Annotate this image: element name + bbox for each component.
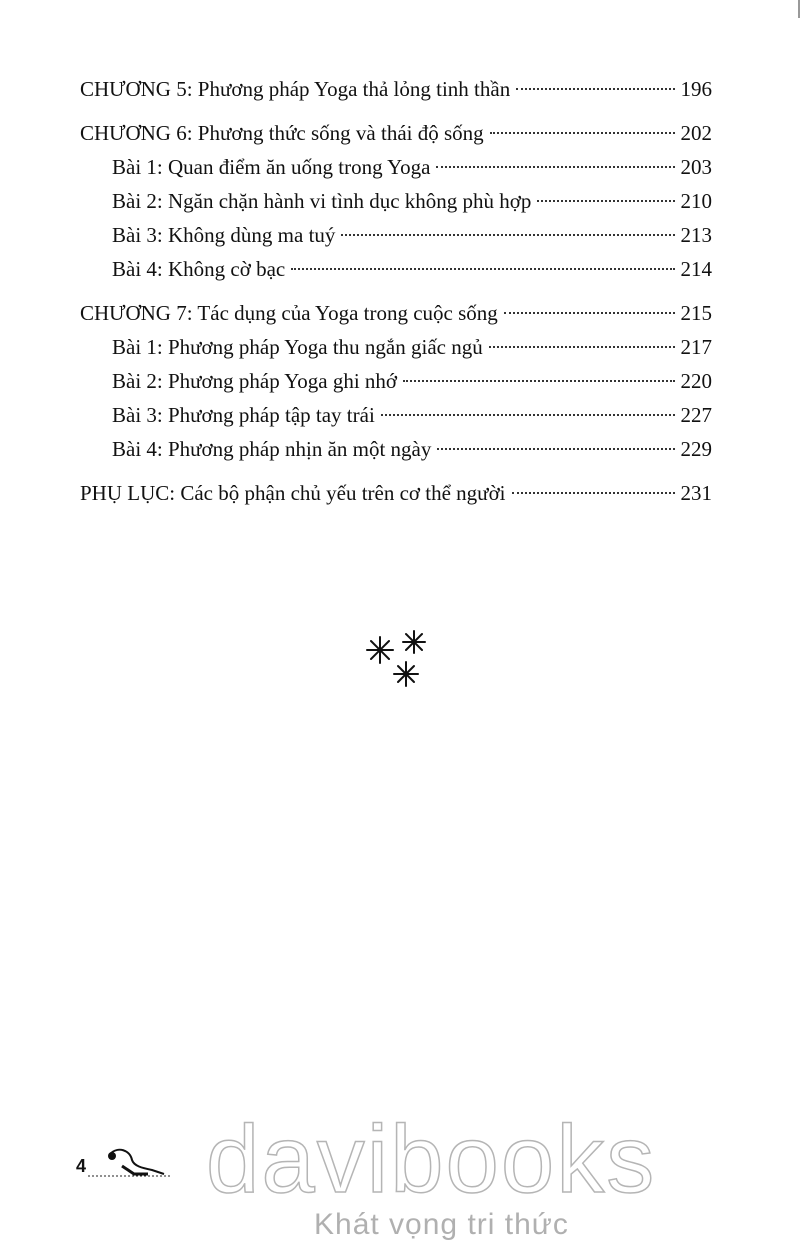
toc-entry-page: 227 <box>680 403 712 427</box>
toc-entry-lesson <box>80 252 712 286</box>
dot-leader <box>341 234 674 236</box>
toc-entry-page: 215 <box>680 301 712 325</box>
toc-entry-title: Bài 3: Không dùng ma tuý <box>112 223 336 247</box>
dot-leader <box>291 268 674 270</box>
toc-entry-lesson <box>80 432 712 466</box>
toc-entry-page: 210 <box>680 189 712 213</box>
page-edge-mark <box>798 0 810 18</box>
toc-entry-chapter-5 <box>80 72 712 106</box>
dot-leader <box>490 132 675 134</box>
toc-entry-lesson <box>80 398 712 432</box>
toc-entry-title: Bài 4: Phương pháp nhịn ăn một ngày <box>112 437 432 461</box>
yoga-figure-icon <box>88 1144 170 1184</box>
toc-entry-page: 220 <box>680 369 712 393</box>
toc-entry-page: 203 <box>680 155 712 179</box>
toc-entry-lesson <box>80 184 712 218</box>
toc-entry-lesson <box>80 330 712 364</box>
toc-entry-page: 202 <box>680 121 712 145</box>
toc-entry-title: CHƯƠNG 5: Phương pháp Yoga thả lỏng tinh thần <box>80 77 511 101</box>
dot-leader <box>537 200 674 202</box>
dot-leader <box>437 448 674 450</box>
brand-watermark: davibooks <box>206 1106 657 1213</box>
toc-entry-title: CHƯƠNG 6: Phương thức sống và thái độ sống <box>80 121 484 145</box>
toc-entry-title: PHỤ LỤC: Các bộ phận chủ yếu trên cơ thể người <box>80 481 506 505</box>
dot-leader <box>381 414 675 416</box>
toc-entry-chapter-6 <box>80 116 712 150</box>
toc-entry-page: 214 <box>680 257 712 281</box>
dot-leader <box>504 312 675 314</box>
toc-entry-chapter-7 <box>80 296 712 330</box>
toc-entry-lesson <box>80 150 712 184</box>
toc-entry-title: Bài 1: Quan điểm ăn uống trong Yoga <box>112 155 431 179</box>
toc-entry-title: Bài 2: Phương pháp Yoga ghi nhớ <box>112 369 398 393</box>
toc-entry-title: Bài 1: Phương pháp Yoga thu ngắn giấc ngủ <box>112 335 483 359</box>
dot-leader <box>403 380 674 382</box>
brand-tagline: Khát vọng tri thức <box>314 1208 569 1241</box>
toc-entry-title: Bài 2: Ngăn chặn hành vi tình dục không phù hợp <box>112 189 532 213</box>
table-of-contents <box>80 72 712 510</box>
dot-leader <box>436 166 674 168</box>
toc-entry-title: Bài 3: Phương pháp tập tay trái <box>112 403 375 427</box>
toc-entry-lesson <box>80 218 712 252</box>
toc-entry-title: CHƯƠNG 7: Tác dụng của Yoga trong cuộc sống <box>80 301 498 325</box>
toc-entry-page: 231 <box>680 481 712 505</box>
toc-entry-title: Bài 4: Không cờ bạc <box>112 257 286 281</box>
dot-leader <box>489 346 675 348</box>
dot-leader <box>512 492 675 494</box>
toc-entry-lesson <box>80 364 712 398</box>
toc-entry-page: 229 <box>680 437 712 461</box>
dot-leader <box>516 88 674 90</box>
flower-asterisk-icon <box>362 624 430 690</box>
toc-entry-page: 196 <box>680 77 712 101</box>
page-number: 4 <box>76 1156 87 1176</box>
toc-entry-appendix <box>80 476 712 510</box>
toc-entry-page: 217 <box>680 335 712 359</box>
toc-entry-page: 213 <box>680 223 712 247</box>
